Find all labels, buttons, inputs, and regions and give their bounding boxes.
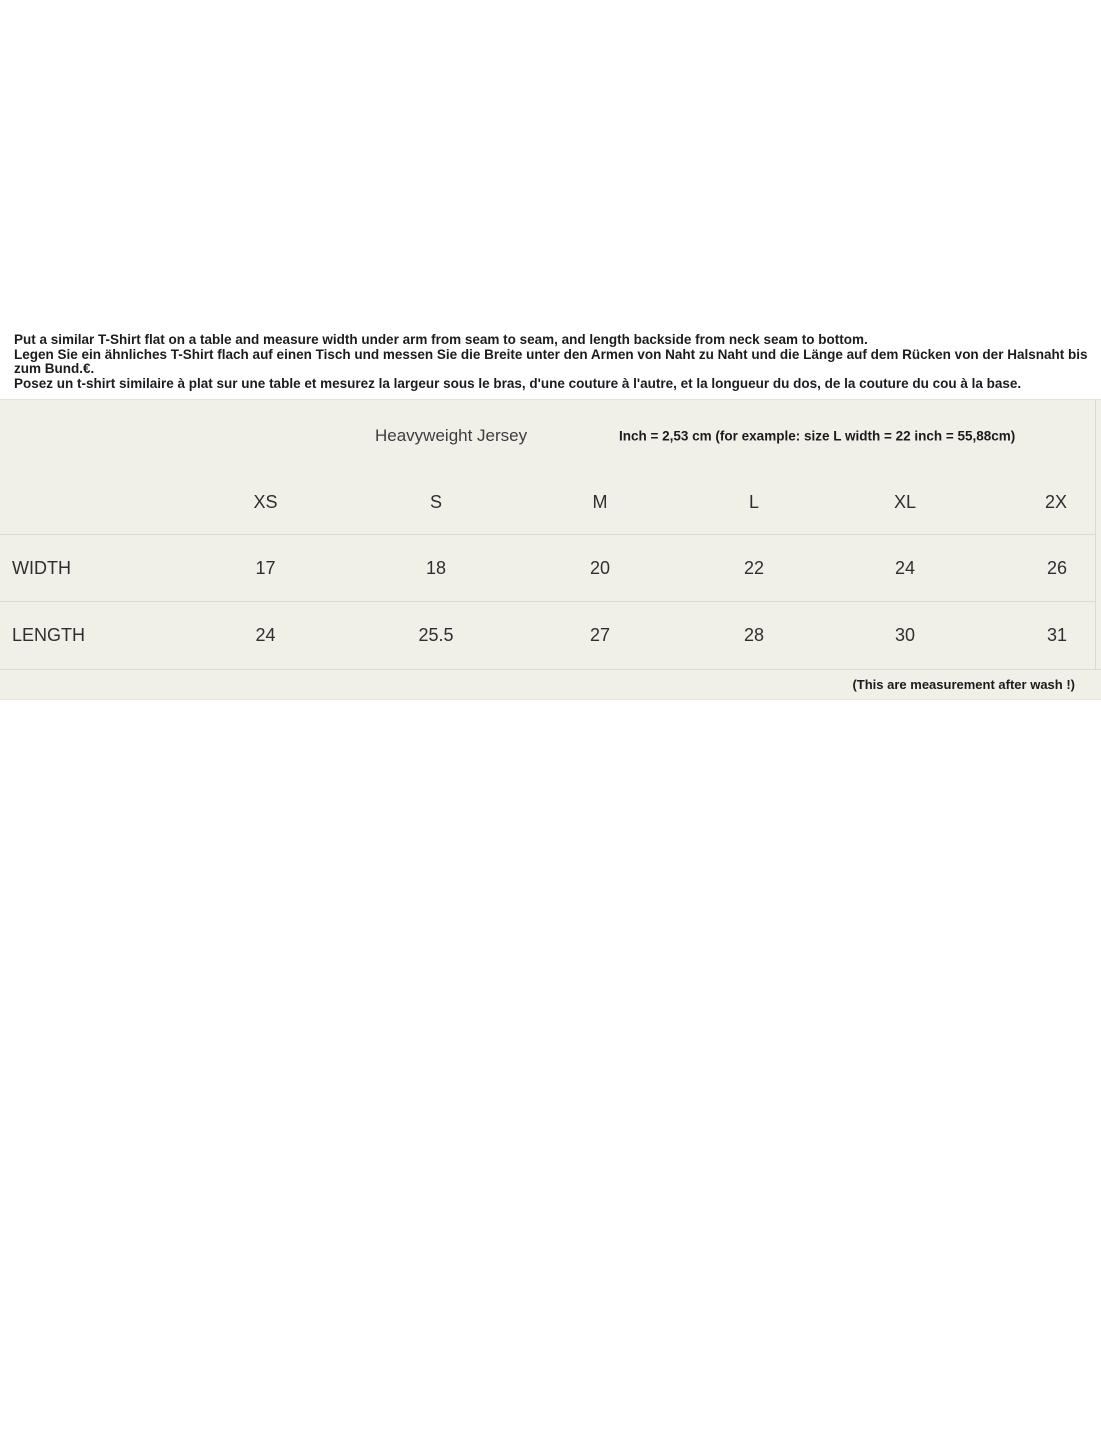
length-cell: 25.5 bbox=[418, 625, 454, 645]
after-wash-note: (This are measurement after wash !) bbox=[0, 669, 1101, 699]
length-cell: 30 bbox=[894, 625, 916, 645]
size-column-header-xs: XS bbox=[253, 492, 278, 512]
size-column-header-m: M bbox=[592, 492, 608, 512]
width-cell: 18 bbox=[425, 557, 447, 578]
length-cell: 27 bbox=[589, 625, 611, 645]
width-row bbox=[0, 534, 1095, 601]
measurement-instructions bbox=[0, 333, 1101, 391]
width-cell: 24 bbox=[894, 557, 916, 578]
width-cell: 17 bbox=[255, 557, 276, 578]
size-column-header-2x: 2X bbox=[1044, 492, 1067, 512]
page bbox=[0, 333, 1101, 700]
size-column-header-xl: XL bbox=[893, 492, 917, 512]
size-column-header-l: L bbox=[748, 492, 759, 512]
size-chart-header bbox=[0, 400, 1095, 471]
width-cell: 26 bbox=[1046, 557, 1067, 578]
instruction-line-fr: Posez un t-shirt similaire à plat sur une table et mesurez la largeur sous le bras, d'une couture à l'autre, et la longueur du dos, de la couture du cou à la base. bbox=[14, 375, 1022, 391]
width-cell: 22 bbox=[743, 557, 765, 578]
width-cell: 20 bbox=[589, 557, 611, 578]
instruction-line-de: Legen Sie ein ähnliches T-Shirt flach auf einen Tisch und messen Sie die Breite unter den Armen von Naht zu Naht und die Länge auf dem Rücken von der Halsnaht bis zum Bund.€. bbox=[14, 346, 1088, 376]
length-cell: 31 bbox=[1046, 625, 1067, 645]
instruction-line-en: Put a similar T-Shirt flat on a table and measure width under arm from seam to seam, and length backside from neck seam to bottom. bbox=[14, 332, 868, 347]
chart-title: Heavyweight Jersey bbox=[375, 425, 528, 445]
size-header-row bbox=[0, 471, 1095, 534]
row-label-length: LENGTH bbox=[12, 625, 86, 645]
size-column-header-s: S bbox=[429, 492, 442, 512]
inch-conversion-note: Inch = 2,53 cm (for example: size L width = 22 inch = 55,88cm) bbox=[619, 428, 1016, 443]
size-chart-body bbox=[0, 400, 1096, 669]
length-cell: 28 bbox=[743, 625, 765, 645]
length-cell: 24 bbox=[255, 625, 276, 645]
size-chart bbox=[0, 399, 1101, 700]
row-label-width: WIDTH bbox=[12, 557, 71, 578]
length-row bbox=[0, 601, 1095, 669]
